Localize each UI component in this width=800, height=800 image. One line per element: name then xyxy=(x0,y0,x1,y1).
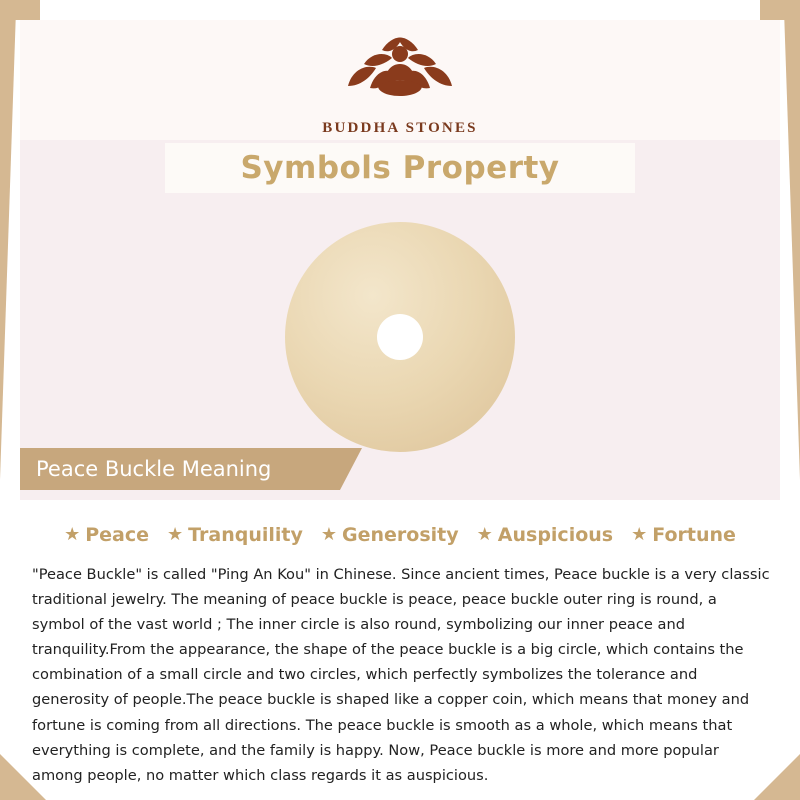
keyword-list xyxy=(0,524,800,546)
keyword-label: Peace xyxy=(85,524,150,546)
keyword-label: Auspicious xyxy=(497,524,614,546)
brand-logo xyxy=(0,24,800,137)
star-icon: ★ xyxy=(320,524,338,545)
page-title: Symbols Property xyxy=(240,150,560,186)
keyword-item xyxy=(321,524,459,546)
peace-buckle-disc-icon xyxy=(285,222,515,452)
ribbon-tail xyxy=(340,448,362,490)
lotus-meditation-icon xyxy=(330,24,470,116)
bottom-left-corner-accent xyxy=(0,754,46,800)
keyword-label: Generosity xyxy=(342,524,459,546)
disc-center-hole xyxy=(377,314,423,360)
keyword-item xyxy=(631,524,736,546)
star-icon: ★ xyxy=(167,524,184,545)
star-icon: ★ xyxy=(476,524,493,545)
keyword-item xyxy=(477,524,613,546)
keyword-label: Fortune xyxy=(652,524,736,546)
keyword-item xyxy=(167,524,303,546)
star-icon: ★ xyxy=(64,524,81,545)
brand-name: BUDDHA STONES xyxy=(322,120,478,136)
keyword-label: Tranquility xyxy=(188,524,303,546)
star-icon: ★ xyxy=(631,524,648,545)
page-title-bar xyxy=(165,143,635,193)
description-paragraph: "Peace Buckle" is called "Ping An Kou" in Chinese. Since ancient times, Peace buckle is a very classic traditional jewelry. The meaning of peace buckle is peace, peace buckle outer ring is round, a symbol of the vast world ; The inner circle is also round, symbolizing our inner peace and tranquility.From the appearance, the shape of the peace buckle is a big circle, which contains the combination of a small circle and two circles, which perfectly symbolizes the tolerance and generosity of people.The peace buckle is shaped like a copper coin, which means that money and fortune is coming from all directions. The peace buckle is smooth as a whole, which means that everything is complete, and the family is happy. Now, Peace buckle is more and more popular among people, no matter which class regards it as auspicious. xyxy=(32,566,770,784)
section-title: Peace Buckle Meaning xyxy=(36,457,272,481)
top-accent-band xyxy=(0,0,800,20)
section-ribbon xyxy=(20,448,340,490)
peace-buckle-figure xyxy=(0,222,800,452)
bottom-right-corner-accent xyxy=(754,754,800,800)
top-band-cutout xyxy=(40,0,760,20)
keyword-item xyxy=(64,524,149,546)
